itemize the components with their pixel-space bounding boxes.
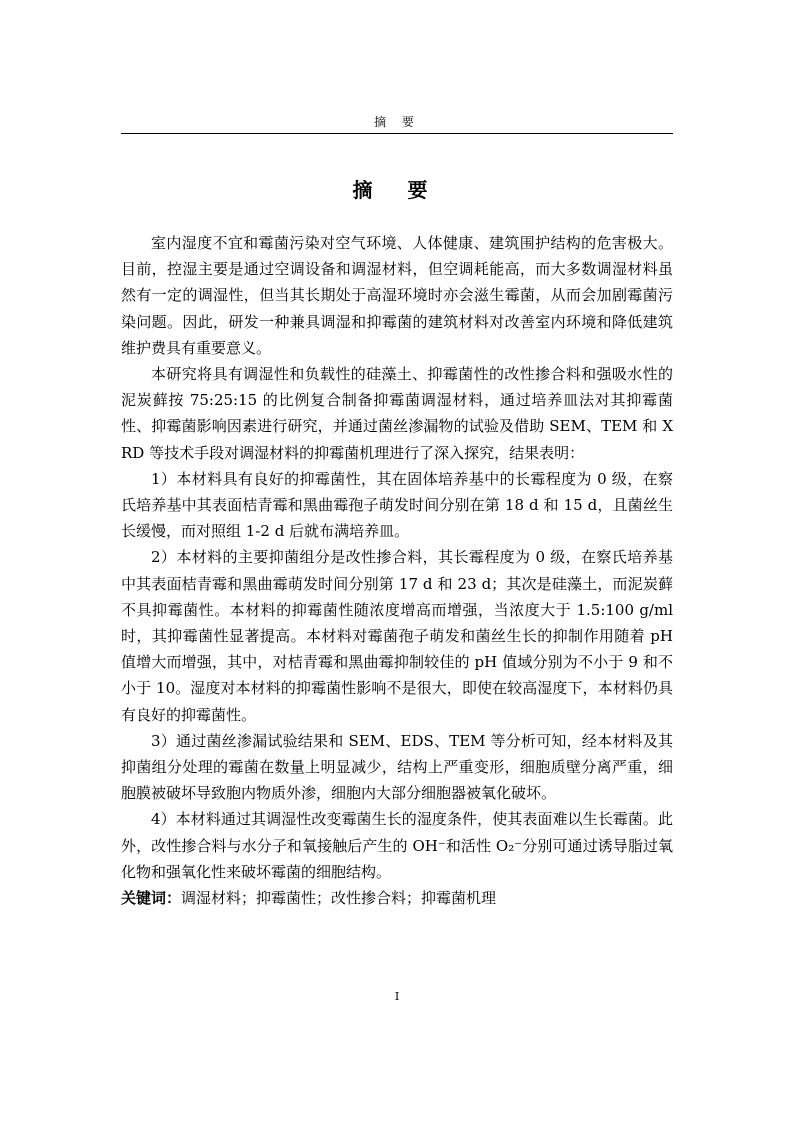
paragraph-method: 本研究将具有调湿性和负载性的硅藻土、抑霉菌性的改性掺合料和强吸水性的泥炭藓按 75:25:15 的比例复合制备抑霉菌调湿材料，通过培养皿法对其抑霉菌性、抑霉菌影响因素进行研究，并通过菌丝渗漏物的试验及借助 SEM、TEM 和 XRD 等技术手段对调湿材料的抑霉菌机理进行了深入探究，结果表明： — [121, 365, 673, 462]
paragraph-intro: 室内湿度不宜和霉菌污染对空气环境、人体健康、建筑围护结构的危害极大。目前，控湿主要是通过空调设备和调湿材料，但空调耗能高，而大多数调湿材料虽然有一定的调湿性，但当其长期处于高湿环境时亦会滋生霉菌，从而会加剧霉菌污染问题。因此，研发一种兼具调湿和抑霉菌的建筑材料对改善室内环境和降低建筑维护费具有重要意义。 — [121, 234, 673, 357]
page-number: I — [394, 990, 400, 1003]
paragraph-result-2: 2）本材料的主要抑菌组分是改性掺合料，其长霉程度为 0 级，在察氏培养基中其表面桔青霉和黑曲霉萌发时间分别第 17 d 和 23 d；其次是硅藻土，而泥炭藓不具抑霉菌性。本材料的抑霉菌性随浓度增高而增强，当浓度大于 1.5:100 g/ml 时，其抑霉菌性显著提高。本材料对霉菌孢子萌发和菌丝生长的抑制作用随着 pH 值增大而增强，其中，对桔青霉和黑曲霉抑制较佳的 pH 值域分别为不小于 9 和不小于 10。湿度对本材料的抑霉菌性影响不是很大，即使在较高湿度下，本材料仍具有良好的抑霉菌性。 — [121, 548, 673, 724]
paragraph-result-3: 3）通过菌丝渗漏试验结果和 SEM、EDS、TEM 等分析可知，经本材料及其抑菌组分处理的霉菌在数量上明显减少，结构上严重变形，细胞质壁分离严重，细胞膜被破坏导致胞内物质外渗，细胞内大部分细胞器被氧化破坏。 — [121, 731, 673, 803]
header-rule — [121, 133, 673, 134]
running-header: 摘 要 — [374, 115, 420, 129]
keywords-line — [121, 885, 673, 911]
page-title: 摘 要 — [352, 178, 442, 202]
paragraph-result-4: 4）本材料通过其调湿性改变霉菌生长的湿度条件，使其表面难以生长霉菌。此外，改性掺合料与水分子和氧接触后产生的 OH⁻和活性 O₂⁻分别可通过诱导脂过氧化物和强氧化性来破坏霉菌的细胞结构。 — [121, 810, 673, 881]
keywords-text: 调湿材料；抑霉菌性；改性掺合料；抑霉菌机理 — [181, 889, 497, 908]
abstract-body — [121, 230, 673, 911]
paragraph-result-1: 1）本材料具有良好的抑霉菌性，其在固体培养基中的长霉程度为 0 级，在察氏培养基中其表面桔青霉和黑曲霉孢子萌发时间分别在第 18 d 和 15 d，且菌丝生长缓慢，而对照组 1-2 d 后就布满培养皿。 — [121, 469, 673, 541]
keywords-label: 关键词： — [121, 889, 182, 908]
